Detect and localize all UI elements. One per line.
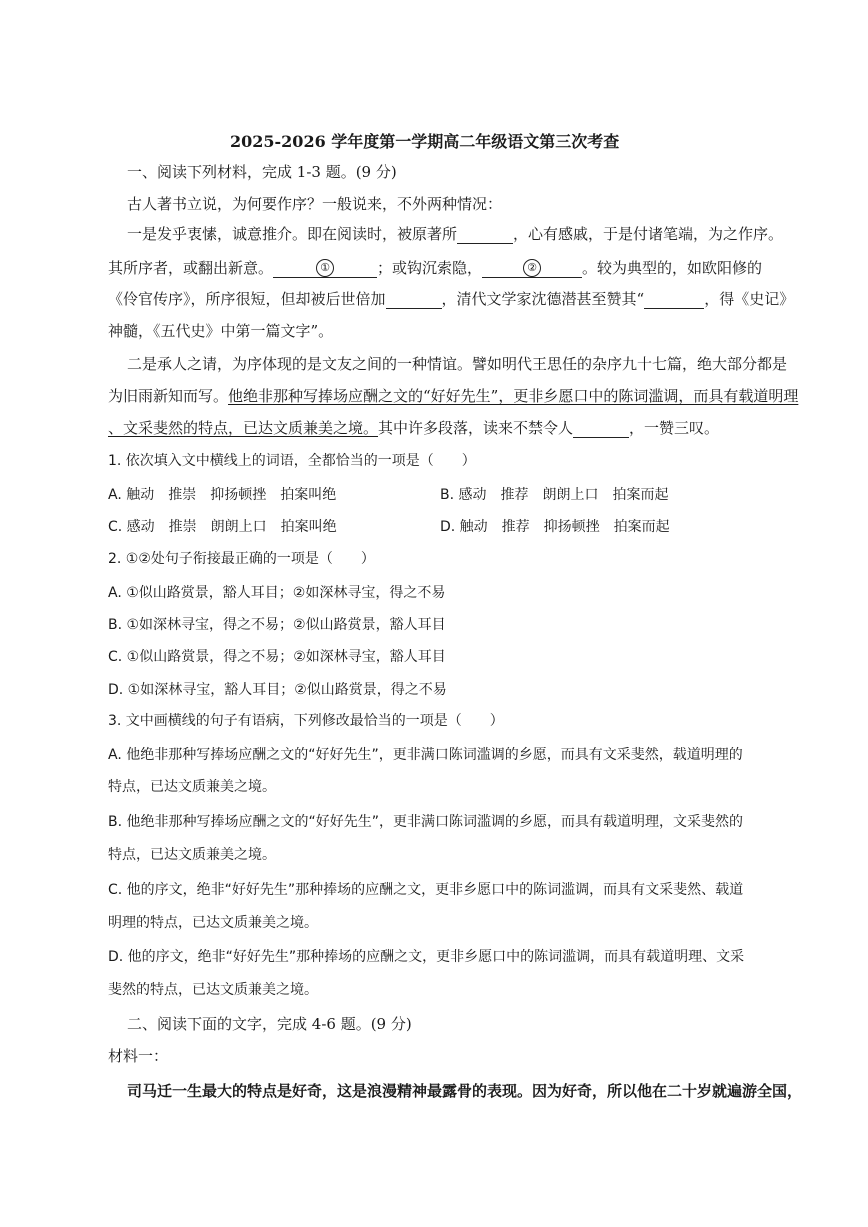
passage-line-5: 神髓，《五代史》中第一篇文字”。 (108, 322, 334, 340)
section2-passage-line-1: 司马迁一生最大的特点是好奇，这是浪漫精神最露骨的表现。因为好奇，所以他在二十岁就遍游全国， (127, 1082, 803, 1100)
question-3-option-c-cont: 明理的特点，已达文质兼美之境。 (108, 915, 318, 931)
blank-4 (573, 421, 629, 438)
passage-text: ；或钩沉索隐， (377, 259, 483, 277)
question-2-option-a[interactable]: A. ①似山路赏景，豁人耳目；②如深林寻宝，得之不易 (108, 585, 446, 601)
question-1-option-b[interactable]: B. 感动 推荐 朗朗上口 拍案而起 (440, 487, 669, 503)
question-1-option-d[interactable]: D. 触动 推荐 抑扬顿挫 拍案而起 (440, 519, 670, 535)
question-1-stem: 1. 依次填入文中横线上的词语，全都恰当的一项是（ ） (108, 453, 476, 469)
underlined-sentence: 、文采斐然的特点，已达文质兼美之境。 (108, 419, 379, 437)
passage-text: 《伶官传序》，所序很短，但却被后世倍加 (108, 290, 386, 308)
material-label: 材料一： (108, 1047, 169, 1065)
passage-text: 一是发乎衷愫，诚意推介。即在阅读时，被原著所 (127, 225, 458, 243)
circled-number-1: ① (316, 259, 334, 277)
question-2-option-b[interactable]: B. ①如深林寻宝，得之不易；②似山路赏景，豁人耳目 (108, 617, 446, 633)
passage-line-1: 古人著书立说，为何要作序？一般说来，不外两种情况： (127, 195, 503, 213)
question-3-stem: 3. 文中画横线的句子有语病，下列修改最恰当的一项是（ ） (108, 713, 504, 729)
blank-2 (386, 292, 442, 309)
passage-text: 。较为典型的，如欧阳修的 (582, 259, 763, 277)
circled-number-2: ② (523, 259, 541, 277)
question-3-option-a-cont: 特点，已达文质兼美之境。 (108, 779, 276, 795)
question-3-option-d[interactable]: D. 他的序文，绝非“好好先生”那种捧场的应酬之文，更非乡愿口中的陈词滥调，而具有载道明理、文采 (108, 949, 745, 965)
question-3-option-b[interactable]: B. 他绝非那种写捧场应酬之文的“好好先生”，更非满口陈词滥调的乡愿，而具有载道明理，文采斐然的 (108, 814, 744, 830)
section2-heading: 二、阅读下面的文字，完成 4-6 题。(9 分) (127, 1015, 412, 1033)
blank-mark-1 (273, 256, 377, 278)
question-2-stem: 2. ①②处句子衔接最正确的一项是（ ） (108, 551, 375, 567)
passage-text: 其所序者，或翻出新意。 (108, 259, 274, 277)
question-3-option-a[interactable]: A. 他绝非那种写捧场应酬之文的“好好先生”，更非满口陈词滥调的乡愿，而具有文采斐然，载道明理的 (108, 747, 743, 763)
passage-line-6: 二是承人之请，为序体现的是文友之间的一种情谊。譬如明代王思任的杂序九十七篇，绝大部分都是 (127, 355, 788, 373)
section1-heading: 一、阅读下列材料，完成 1-3 题。(9 分) (127, 163, 397, 181)
underlined-sentence: 他绝非那种写捧场应酬之文的“好好先生”，更非乡愿口中的陈词滥调，而具有载道明理 (228, 387, 799, 405)
blank-3 (644, 292, 704, 309)
question-3-option-d-cont: 斐然的特点，已达文质兼美之境。 (108, 982, 318, 998)
blank-mark-2 (482, 256, 582, 278)
passage-line-8 (108, 418, 719, 438)
passage-line-3 (108, 256, 762, 278)
passage-text: ，得《史记》 (704, 290, 795, 308)
question-3-option-c[interactable]: C. 他的序文，绝非“好好先生”那种捧场的应酬之文，更非乡愿口中的陈词滥调，而具有文采斐然、载道 (108, 882, 744, 898)
question-1-option-a[interactable]: A. 触动 推崇 抑扬顿挫 拍案叫绝 (108, 487, 337, 503)
question-3-option-b-cont: 特点，已达文质兼美之境。 (108, 847, 276, 863)
question-2-option-c[interactable]: C. ①似山路赏景，得之不易；②如深林寻宝，豁人耳目 (108, 649, 446, 665)
passage-text: 其中许多段落，读来不禁令人 (378, 419, 574, 437)
blank-1 (457, 227, 513, 244)
passage-text: 为旧雨新知而写。 (108, 387, 229, 405)
passage-line-2 (127, 224, 783, 244)
question-2-option-d[interactable]: D. ①如深林寻宝，豁人耳目；②似山路赏景，得之不易 (108, 682, 447, 698)
passage-text: ，一赞三叹。 (629, 419, 720, 437)
passage-text: ，清代文学家沈德潜甚至赞其“ (441, 290, 645, 308)
passage-line-7 (108, 386, 798, 406)
passage-line-4 (108, 289, 794, 309)
page-title: 2025-2026 学年度第一学期高二年级语文第三次考查 (230, 132, 620, 151)
question-1-option-c[interactable]: C. 感动 推崇 朗朗上口 拍案叫绝 (108, 519, 337, 535)
passage-text: ，心有感戚，于是付诸笔端，为之作序。 (513, 225, 784, 243)
